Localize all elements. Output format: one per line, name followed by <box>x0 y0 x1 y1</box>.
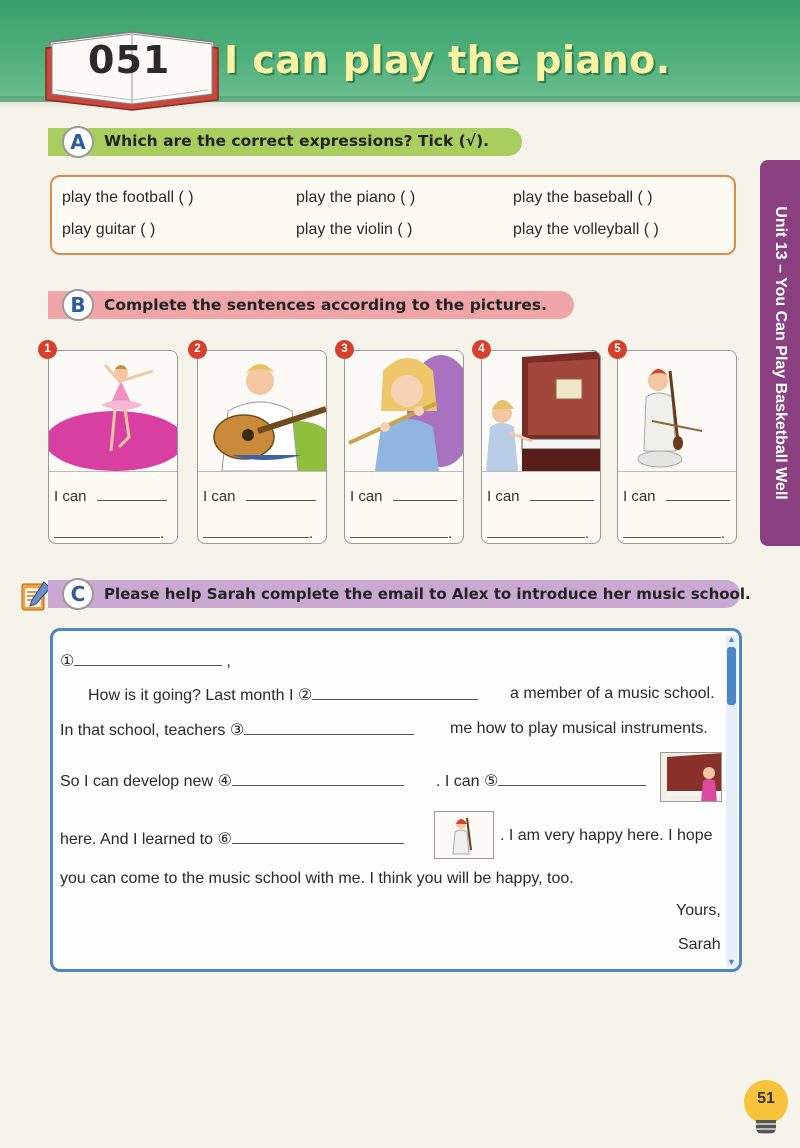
flute-player-picture <box>345 351 464 471</box>
email-line-6: you can come to the music school with me. I think you will be happy, too. <box>60 870 574 887</box>
section-a-letter: A <box>62 126 94 158</box>
card-1-period: . <box>160 525 165 542</box>
section-c-letter: C <box>62 578 94 610</box>
email-greeting-line <box>60 651 231 671</box>
card-5-second-line[interactable] <box>623 524 725 542</box>
card-1-prompt <box>54 487 167 505</box>
email-line-2 <box>88 685 478 705</box>
piano-player-picture <box>482 351 601 471</box>
card-3-prompt-text: I can <box>350 488 383 505</box>
card-2-blank[interactable] <box>246 487 316 501</box>
email-scrollbar-thumb[interactable] <box>727 647 736 705</box>
card-1-second-line[interactable] <box>54 524 164 542</box>
card-4-period: . <box>585 525 590 542</box>
card-4-blank-2[interactable] <box>487 524 585 538</box>
picture-card-1 <box>48 350 178 544</box>
card-1-prompt-text: I can <box>54 488 87 505</box>
blank-1-marker: ① <box>60 653 75 670</box>
scroll-down-arrow-icon[interactable]: ▼ <box>727 957 736 967</box>
card-3-prompt <box>350 487 457 505</box>
picture-card-5 <box>617 350 737 544</box>
guitar-player-picture <box>198 351 327 471</box>
email-line-4-mid <box>436 771 646 791</box>
option-play-the-football[interactable]: play the football ( ) <box>62 189 194 206</box>
card-3-blank[interactable] <box>393 487 457 501</box>
option-play-the-piano[interactable]: play the piano ( ) <box>296 189 416 206</box>
card-3-blank-2[interactable] <box>350 524 448 538</box>
email-line-4 <box>60 771 404 791</box>
erhu-player-picture <box>618 351 737 471</box>
card-4-second-line[interactable] <box>487 524 589 542</box>
piano-hint-picture <box>660 752 722 802</box>
card-4-prompt <box>487 487 594 505</box>
unit-side-tab-label: Unit 13 – You Can Play Basketball Well <box>772 206 789 500</box>
blank-6[interactable] <box>232 830 404 844</box>
bulb-base <box>756 1120 776 1134</box>
card-3-number-badge: 3 <box>335 340 354 359</box>
page-number: 51 <box>757 1090 775 1107</box>
erhu-hint-picture <box>434 811 494 859</box>
card-2-period: . <box>309 525 314 542</box>
card-1-number-badge: 1 <box>38 340 57 359</box>
email-line-5-end: . I am very happy here. I hope <box>500 827 713 844</box>
card-5-prompt <box>623 487 730 505</box>
email-line-2-start: How is it going? Last month I ② <box>88 687 313 704</box>
card-3-period: . <box>448 525 453 542</box>
section-b-instruction: Complete the sentences according to the pictures. <box>104 296 547 314</box>
email-window <box>50 628 742 972</box>
card-5-blank-2[interactable] <box>623 524 721 538</box>
option-play-the-volleyball[interactable]: play the volleyball ( ) <box>513 221 659 238</box>
email-line-4-start: So I can develop new ④ <box>60 773 232 790</box>
unit-side-tab <box>760 160 800 546</box>
card-4-prompt-text: I can <box>487 488 520 505</box>
picture-card-2 <box>197 350 327 544</box>
blank-5[interactable] <box>498 772 646 786</box>
email-closing: Yours, <box>676 902 721 919</box>
email-line-3-start: In that school, teachers ③ <box>60 722 245 739</box>
section-c-instruction: Please help Sarah complete the email to Alex to introduce her music school. <box>104 585 751 603</box>
page-number-bulb-icon <box>744 1080 788 1124</box>
card-2-prompt-text: I can <box>203 488 236 505</box>
card-1-blank-2[interactable] <box>54 524 160 538</box>
scroll-up-arrow-icon[interactable]: ▲ <box>727 634 736 644</box>
blank-1[interactable] <box>74 652 222 666</box>
email-line-3-end: me how to play musical instruments. <box>450 720 708 737</box>
card-4-number-badge: 4 <box>472 340 491 359</box>
email-line-4-mid-text: . I can ⑤ <box>436 773 499 790</box>
picture-card-4 <box>481 350 601 544</box>
card-5-blank[interactable] <box>666 487 730 501</box>
ballet-dancer-picture <box>49 351 178 471</box>
section-a-options-box <box>50 175 736 255</box>
card-5-prompt-text: I can <box>623 488 656 505</box>
greeting-comma: , <box>226 653 231 670</box>
email-line-5 <box>60 829 404 849</box>
option-play-the-violin[interactable]: play the violin ( ) <box>296 221 413 238</box>
email-signature: Sarah <box>678 936 721 953</box>
erhu-hint-icon <box>435 812 494 859</box>
card-2-blank-2[interactable] <box>203 524 309 538</box>
page-title: I can play the piano. <box>224 38 671 82</box>
email-line-3 <box>60 720 414 740</box>
blank-4[interactable] <box>232 772 404 786</box>
lesson-number: 051 <box>88 38 171 82</box>
card-3-second-line[interactable] <box>350 524 452 542</box>
card-2-prompt <box>203 487 316 505</box>
option-play-the-baseball[interactable]: play the baseball ( ) <box>513 189 653 206</box>
card-4-blank[interactable] <box>530 487 594 501</box>
option-play-guitar[interactable]: play guitar ( ) <box>62 221 156 238</box>
email-line-5-start: here. And I learned to ⑥ <box>60 831 232 848</box>
picture-card-3 <box>344 350 464 544</box>
piano-hint-icon <box>661 753 722 802</box>
email-line-2-end: a member of a music school. <box>510 685 715 702</box>
card-5-period: . <box>721 525 726 542</box>
card-1-blank[interactable] <box>97 487 167 501</box>
card-2-second-line[interactable] <box>203 524 313 542</box>
blank-2[interactable] <box>312 686 478 700</box>
section-b-letter: B <box>62 289 94 321</box>
card-5-number-badge: 5 <box>608 340 627 359</box>
section-a-instruction: Which are the correct expressions? Tick (√). <box>104 132 490 150</box>
card-2-number-badge: 2 <box>188 340 207 359</box>
blank-3[interactable] <box>244 721 414 735</box>
